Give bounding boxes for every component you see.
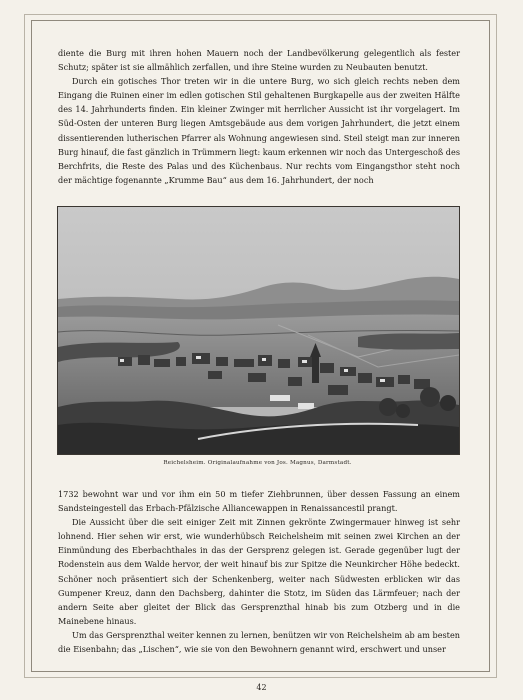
text-block-bottom [58, 487, 460, 656]
photo-caption: Reichelsheim. Originalaufnahme von Jos. Magnus, Darmstadt. [163, 460, 352, 466]
landscape-photo-drawing [58, 207, 459, 454]
text-block-top [58, 46, 460, 187]
page-number: 42 [256, 683, 267, 692]
paragraph-top-2: Durch ein gotisches Thor treten wir in die untere Burg, wo sich gleich rechts neben dem Eingang die Ruinen einer im edlen gotischen Stil gehaltenen Burgkapelle aus der zweiten Hälfte des 14. Jahrhunderts finden. Ein kleiner Zwinger mit herrlicher Aussicht ist ihr vorgelagert. Im Süd-Osten der unteren Burg liegen Amtsgebäude aus dem vorigen Jahrhundert, die jetzt einem dissentierenden lutherischen Pfarrer als Wohnung angewiesen sind. Steil steigt man zur inneren Burg hinauf, die fast gänzlich in Trümmern liegt: kaum erkennen wir noch das Untergeschoß des Berchfrits, die Reste des Palas und des Küchenbaus. Nur rechts vom Eingangsthor steht noch der mächtige fogenannte „Krumme Bau“ aus dem 16. Jahrhundert, der noch [58, 76, 460, 185]
landscape-photo [57, 206, 460, 455]
paragraph-bottom-2: Die Aussicht über die seit einiger Zeit mit Zinnen gekrönte Zwingermauer hinweg ist sehr lohnend. Hier sehen wir erst, wie wunderhübsch Reichelsheim mit seinen zwei Kirchen an der Einmündung des Eberbachthales in das der Gersprenz gelegen ist. Gerade gegenüber lugt der Rodenstein aus dem Walde hervor, der weit hinauf bis zur Spitze die Neunkircher Höhe bedeckt. Schöner noch präsentiert sich der Schenkenberg, weiter nach Südwesten erblicken wir das Gumpener Kreuz, dann den Dachsberg, dahinter die Stotz, im Süden das Lärmfeuer; nach der andern Seite aber gleitet der Blick das Gersprenzthal hinab bis zum Otzberg und in die Mainebene hinaus. [58, 517, 460, 626]
paragraph-top-1: diente die Burg mit ihren hohen Mauern noch der Landbevölkerung gelegentlich als fester Schutz; später ist sie allmählich zerfallen, und ihre Steine wurden zu Neubauten benutzt. [58, 48, 460, 73]
paragraph-bottom-3: Um das Gersprenzthal weiter kennen zu lernen, benützen wir von Reichelsheim ab am besten die Eisenbahn; das „Lischen“, wie sie von den Bewohnern genannt wird, erschwert und unser [58, 629, 460, 655]
paragraph-bottom-1: 1732 bewohnt war und vor ihm ein 50 m tiefer Ziehbrunnen, über dessen Fassung an einem Sandsteingestell das Erbach-Pfälzische Alliancewappen in Renaissancestil prangt. [58, 489, 460, 514]
